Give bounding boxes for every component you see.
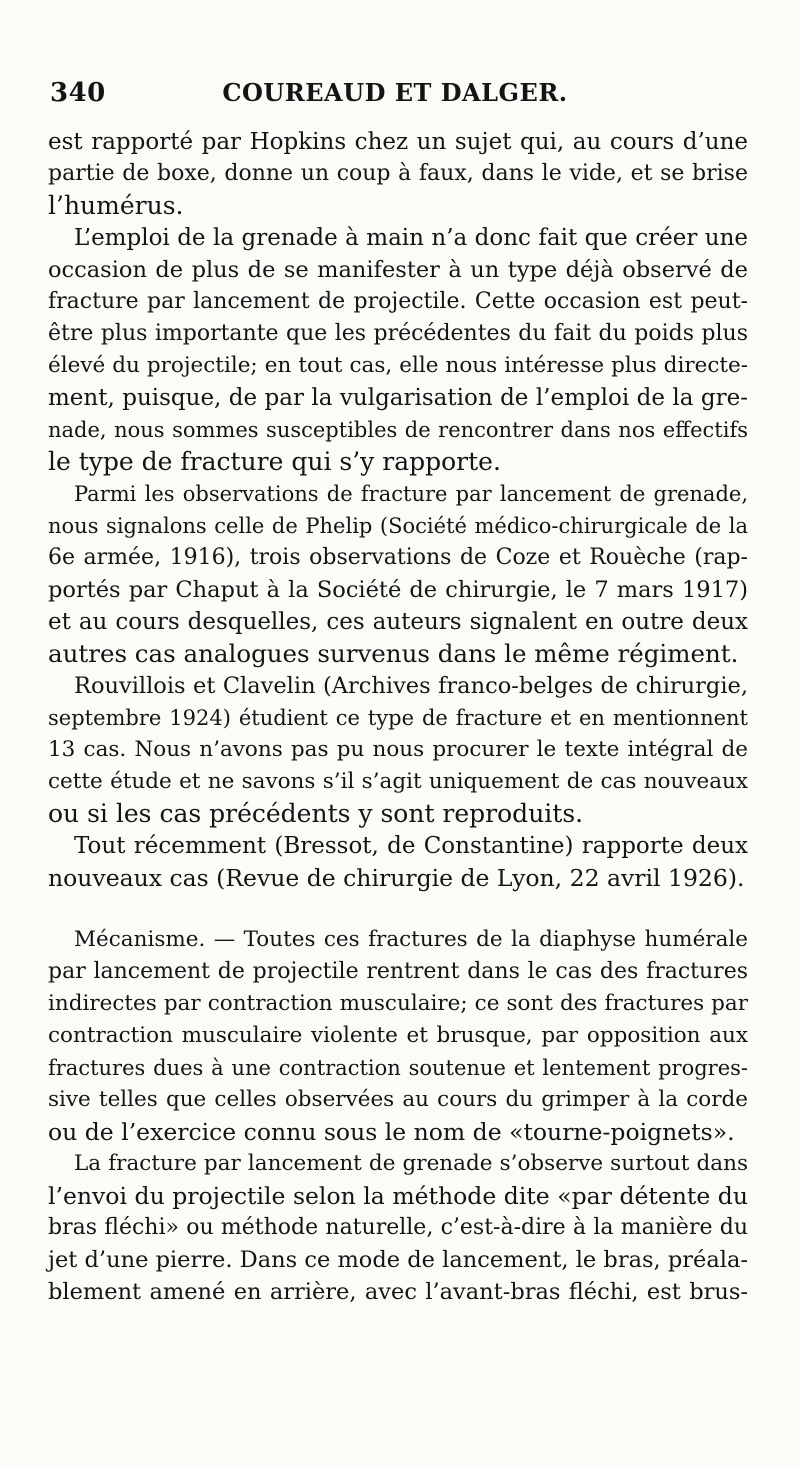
body-text [48, 126, 748, 1308]
text-line: par lancement de projectile rentrent dans le cas des fractures [48, 959, 748, 984]
text-line: septembre 1924) étudient ce type de fracture et en mentionnent [48, 706, 748, 730]
text-line: ou de l’exercice connu sous le nom de «tourne-poignets». [48, 1118, 735, 1146]
text-line: ment, puisque, de par la vulgarisation de l’emploi de la gre- [48, 385, 748, 411]
text-line: 13 cas. Nous n’avons pas pu nous procurer le texte intégral de [48, 737, 748, 762]
text-line: Rouvillois et Clavelin (Archives franco-belges de chirurgie, [74, 673, 748, 699]
text-line: Parmi les observations de fracture par lancement de grenade, [74, 482, 748, 506]
text-line: l’humérus. [48, 191, 184, 220]
text-line: indirectes par contraction musculaire; ce sont des fractures par [48, 991, 748, 1016]
text-line: portés par Chaput à la Société de chirurgie, le 7 mars 1917) [48, 577, 748, 603]
text-line: La fracture par lancement de grenade s’observe surtout dans [74, 1151, 748, 1176]
text-line: nade, nous sommes susceptibles de rencontrer dans nos effectifs [48, 418, 748, 442]
running-head: COUREAUD ET DALGER. [222, 78, 568, 107]
text-line: L’emploi de la grenade à main n’a donc fait que créer une [74, 225, 748, 251]
text-line: fracture par lancement de projectile. Cette occasion est peut- [48, 289, 748, 314]
section-gap [48, 894, 748, 924]
text-line: sive telles que celles observées au cours du grimper à la corde [48, 1087, 748, 1112]
text-line: jet d’une pierre. Dans ce mode de lancement, le bras, préala- [48, 1247, 748, 1273]
page-header [50, 78, 740, 118]
text-line: être plus importante que les précédentes du fait du poids plus [48, 321, 748, 346]
text-line: Mécanisme. — Toutes ces fractures de la diaphyse humérale [74, 927, 748, 952]
page-number: 340 [50, 78, 106, 108]
text-line: Tout récemment (Bressot, de Constantine) rapporte deux [74, 833, 748, 859]
text-line: et au cours desquelles, ces auteurs signalent en outre deux [48, 609, 748, 635]
text-line: cette étude et ne savons s’il s’agit uniquement de cas nouveaux [48, 769, 748, 794]
text-line: élevé du projectile; en tout cas, elle nous intéresse plus directe- [48, 353, 748, 378]
text-line: bras fléchi» ou méthode naturelle, c’est-à-dire à la manière du [48, 1215, 748, 1240]
text-line: 6e armée, 1916), trois observations de Coze et Rouèche (rap- [48, 545, 748, 570]
text-line: autres cas analogues survenus dans le même régiment. [48, 639, 739, 668]
text-line: fractures dues à une contraction soutenue et lentement progres- [48, 1056, 748, 1080]
text-line: nouveaux cas (Revue de chirurgie de Lyon, 22 avril 1926). [48, 864, 745, 892]
text-line: blement amené en arrière, avec l’avant-bras fléchi, est brus- [48, 1279, 748, 1305]
text-line: contraction musculaire violente et brusque, par opposition aux [48, 1023, 748, 1048]
text-line: occasion de plus de se manifester à un type déjà observé de [48, 257, 748, 283]
text-line: ou si les cas précédents y sont reproduits. [48, 799, 584, 828]
text-line: l’envoi du projectile selon la méthode dite «par détente du [48, 1182, 748, 1210]
text-line: est rapporté par Hopkins chez un sujet qui, au cours d’une [48, 129, 748, 155]
text-line: partie de boxe, donne un coup à faux, dans le vide, et se brise [48, 161, 748, 186]
text-line: le type de fracture qui s’y rapporte. [48, 447, 501, 476]
text-line: nous signalons celle de Phelip (Société médico-chirurgicale de la [48, 514, 748, 538]
